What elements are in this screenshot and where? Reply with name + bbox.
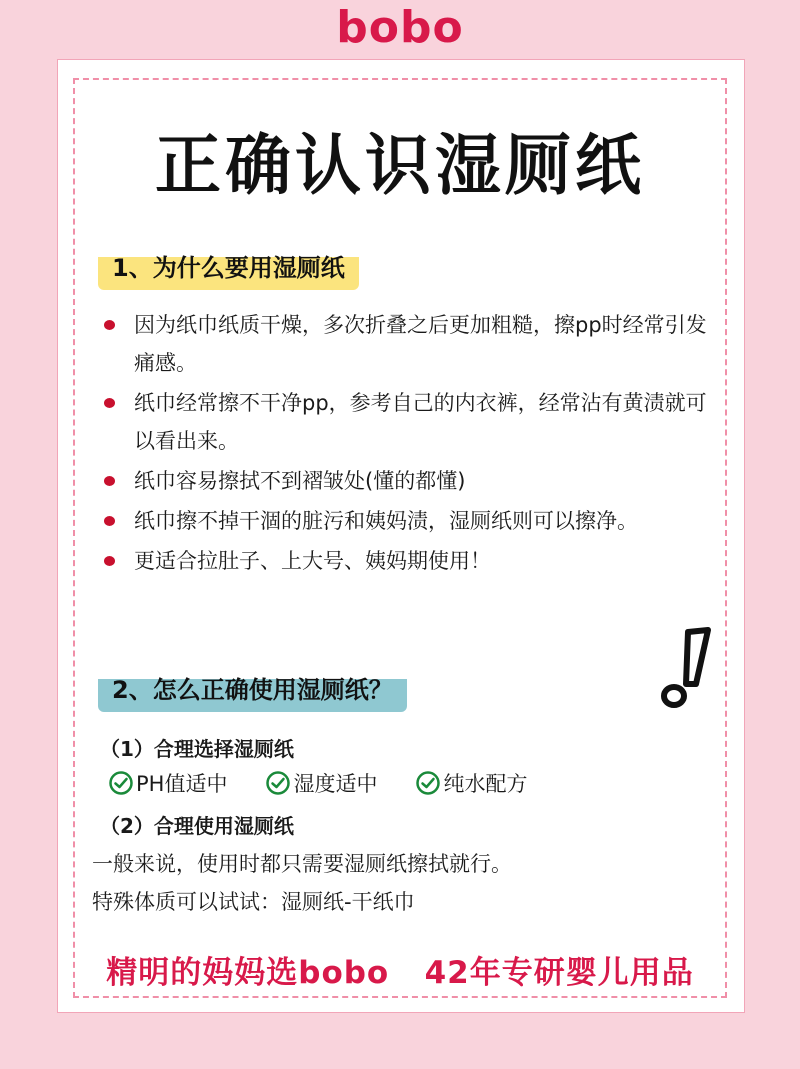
list-item-text: 纸巾擦不掉干涸的脏污和姨妈渍，湿厕纸则可以擦净。 <box>134 509 638 533</box>
check-label: 湿度适中 <box>293 772 378 796</box>
list-item <box>100 462 710 500</box>
check-circle-icon <box>108 770 134 796</box>
exclamation-icon <box>652 620 722 720</box>
red-dot-icon <box>104 476 115 486</box>
check-circle-icon <box>265 770 291 796</box>
list-item <box>100 542 710 580</box>
reasons-list <box>100 306 710 582</box>
subheading-choose: （1）合理选择湿厕纸 <box>100 737 294 761</box>
check-item <box>265 768 377 798</box>
red-dot-icon <box>104 398 115 408</box>
section2-heading: 2、怎么正确使用湿厕纸？ <box>98 668 407 712</box>
list-item-text: 纸巾经常擦不干净pp，参考自己的内衣裤，经常沾有黄渍就可以看出来。 <box>134 391 707 453</box>
red-dot-icon <box>104 556 115 566</box>
section1-heading: 1、为什么要用湿厕纸 <box>98 246 359 290</box>
check-circle-icon <box>415 770 441 796</box>
list-item <box>100 306 710 382</box>
feature-checks <box>108 768 565 798</box>
check-item <box>415 768 527 798</box>
usage-text: 一般来说，使用时都只需要湿厕纸擦拭就行。 <box>92 852 512 876</box>
footer-slogan: 精明的妈妈选bobo 42年专研婴儿用品 <box>106 955 694 991</box>
page-title: 正确认识湿厕纸 <box>155 127 645 204</box>
red-dot-icon <box>104 516 115 526</box>
list-item-text: 更适合拉肚子、上大号、姨妈期使用！ <box>134 549 491 573</box>
subheading-use: （2）合理使用湿厕纸 <box>100 814 294 838</box>
check-item <box>108 768 227 798</box>
special-tip-text: 特殊体质可以试试：湿厕纸-干纸巾 <box>92 890 415 914</box>
list-item-text: 因为纸巾纸质干燥，多次折叠之后更加粗糙，擦pp时经常引发痛感。 <box>134 313 707 375</box>
red-dot-icon <box>104 320 115 330</box>
check-label: 纯水配方 <box>443 772 528 796</box>
check-label: PH值适中 <box>136 772 228 796</box>
brand-logo: bobo <box>336 2 464 53</box>
list-item <box>100 502 710 540</box>
list-item <box>100 384 710 460</box>
list-item-text: 纸巾容易擦拭不到褶皱处(懂的都懂) <box>134 469 466 493</box>
